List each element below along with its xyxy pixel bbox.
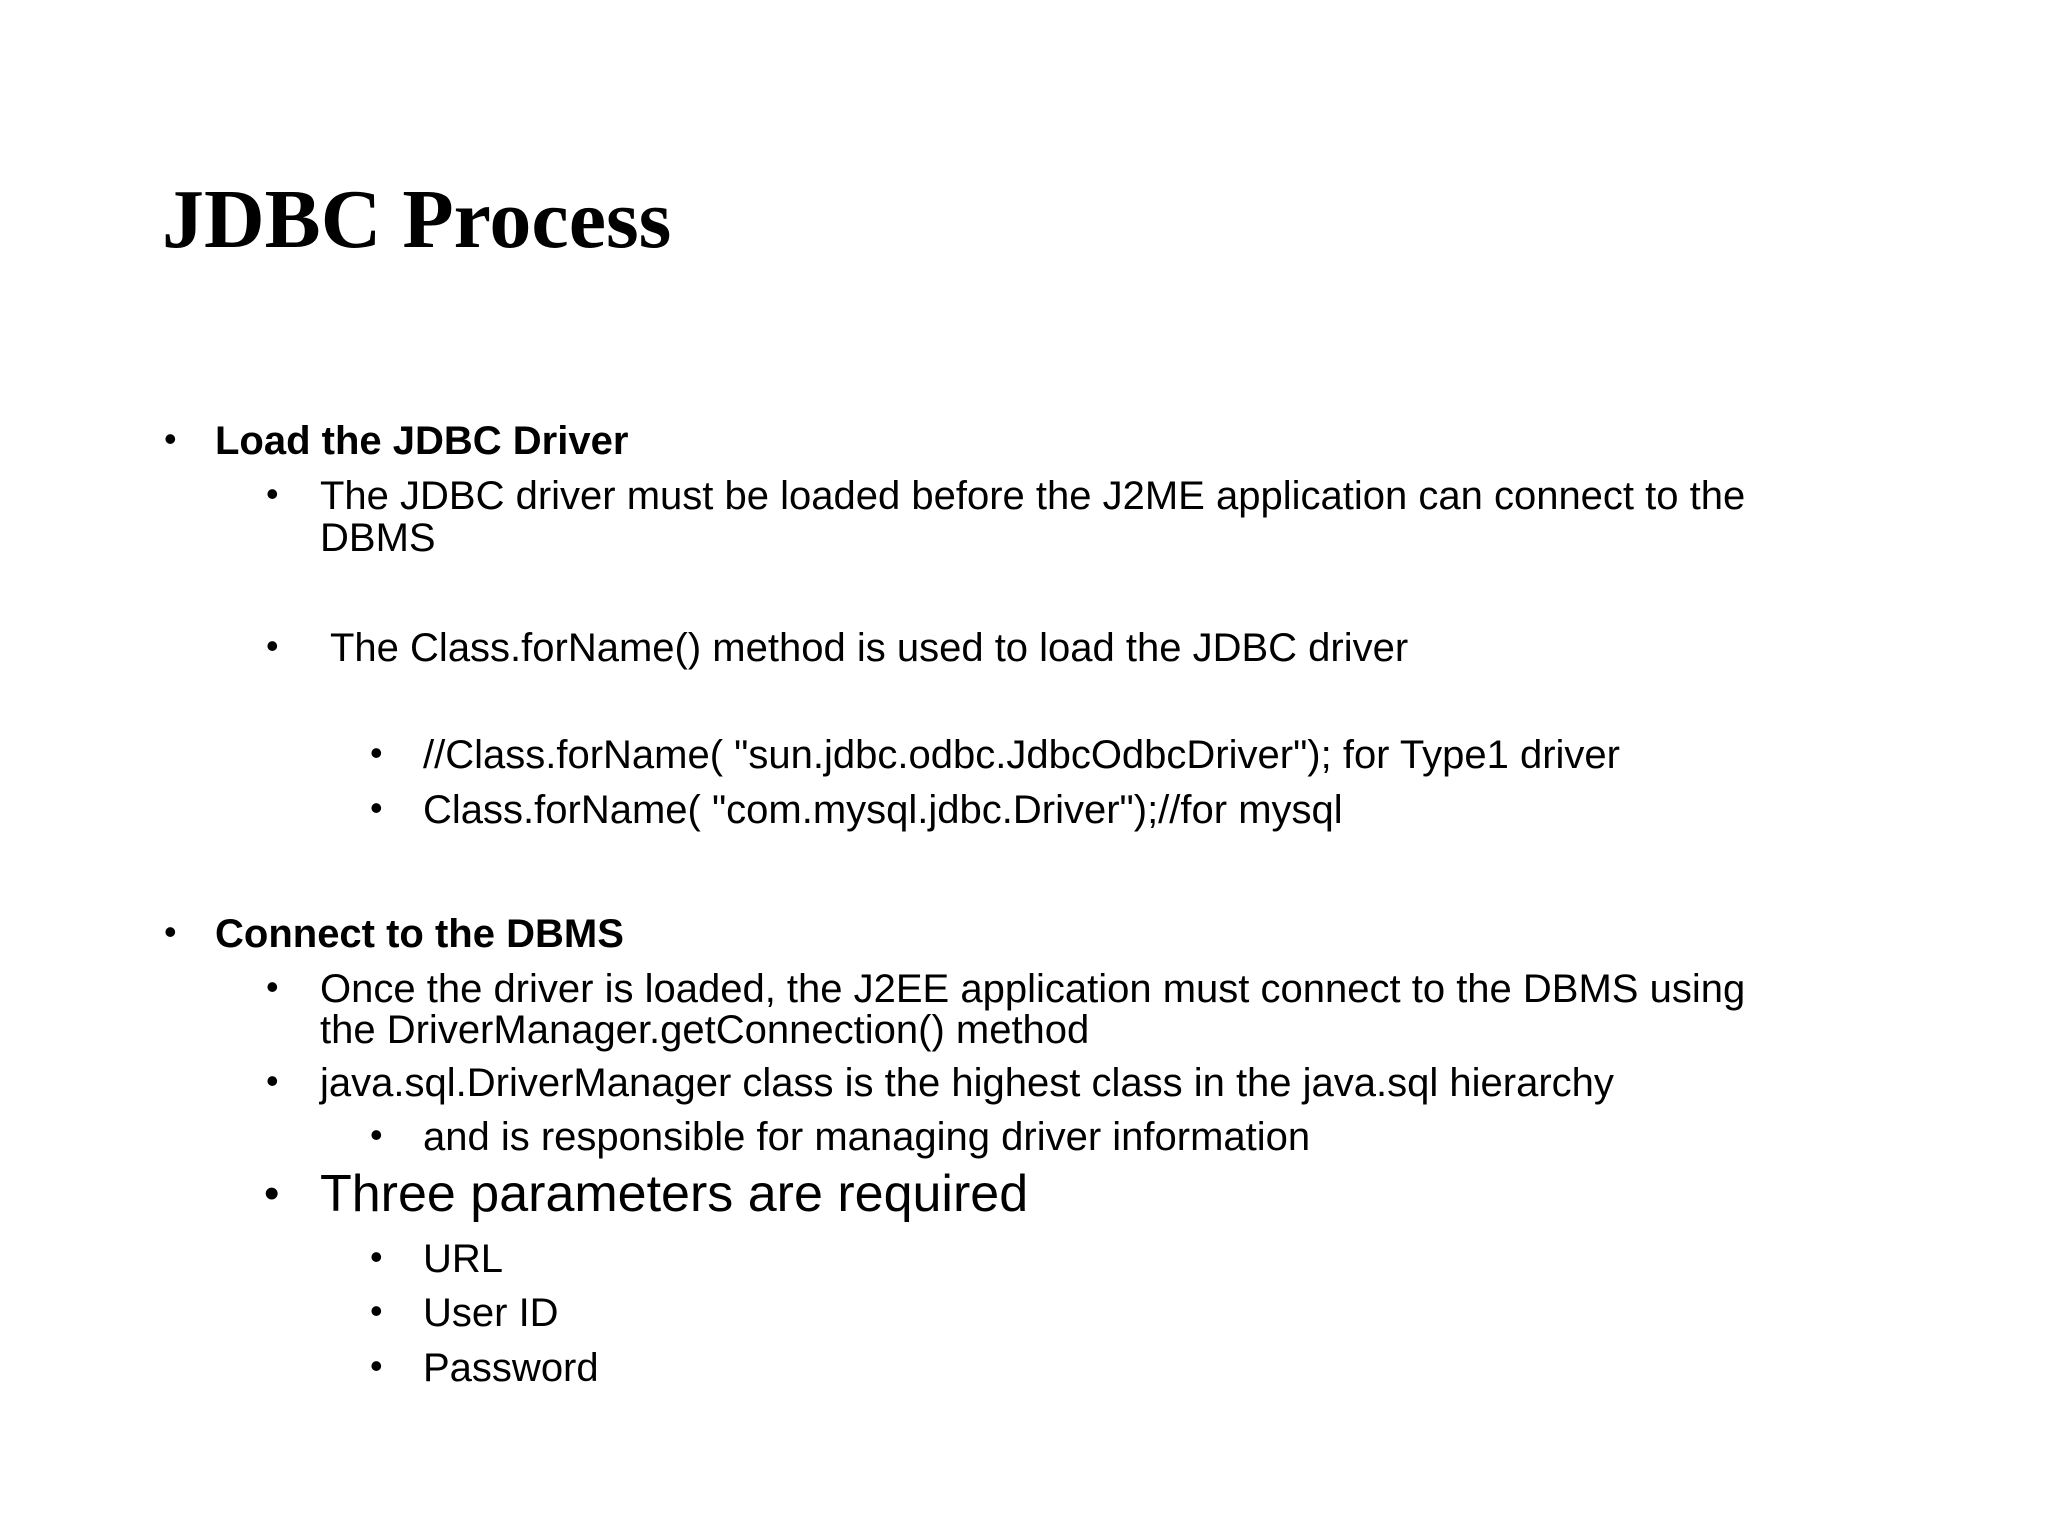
bullet-icon: • (370, 1114, 383, 1155)
section-heading-load-driver: Load the JDBC Driver (215, 419, 629, 463)
bullet-icon: • (164, 418, 177, 459)
bullet-icon: • (370, 1345, 383, 1386)
section2-point2-sub: and is responsible for managing driver information (423, 1115, 1311, 1159)
section2-point1-line2: the DriverManager.getConnection() method (320, 1008, 1090, 1052)
bullet-icon: • (370, 787, 383, 828)
section2-point1-line1: Once the driver is loaded, the J2EE application must connect to the DBMS using (320, 967, 1746, 1011)
slide-title: JDBC Process (162, 173, 672, 266)
bullet-icon: • (266, 625, 279, 666)
section1-point2: The Class.forName() method is used to load the JDBC driver (330, 626, 1409, 670)
bullet-icon: • (370, 1236, 383, 1277)
bullet-icon: • (264, 1169, 280, 1218)
bullet-icon: • (266, 966, 279, 1007)
section1-code1: //Class.forName( "sun.jdbc.odbc.JdbcOdbcDriver"); for Type1 driver (423, 733, 1620, 777)
section1-code2: Class.forName( "com.mysql.jdbc.Driver");//for mysql (423, 788, 1343, 832)
section1-point1-line1: The JDBC driver must be loaded before the J2ME application can connect to the (320, 474, 1746, 518)
bullet-icon: • (370, 732, 383, 773)
bullet-icon: • (164, 911, 177, 952)
bullet-icon: • (266, 473, 279, 514)
bullet-icon: • (370, 1290, 383, 1331)
param-url: URL (423, 1237, 504, 1281)
param-password: Password (423, 1346, 599, 1390)
section-heading-connect-dbms: Connect to the DBMS (215, 912, 624, 956)
section2-point2: java.sql.DriverManager class is the highest class in the java.sql hierarchy (320, 1061, 1614, 1105)
section1-point1-line2: DBMS (320, 516, 436, 560)
param-user-id: User ID (423, 1291, 559, 1335)
section2-point3: Three parameters are required (320, 1165, 1029, 1223)
bullet-icon: • (266, 1060, 279, 1101)
